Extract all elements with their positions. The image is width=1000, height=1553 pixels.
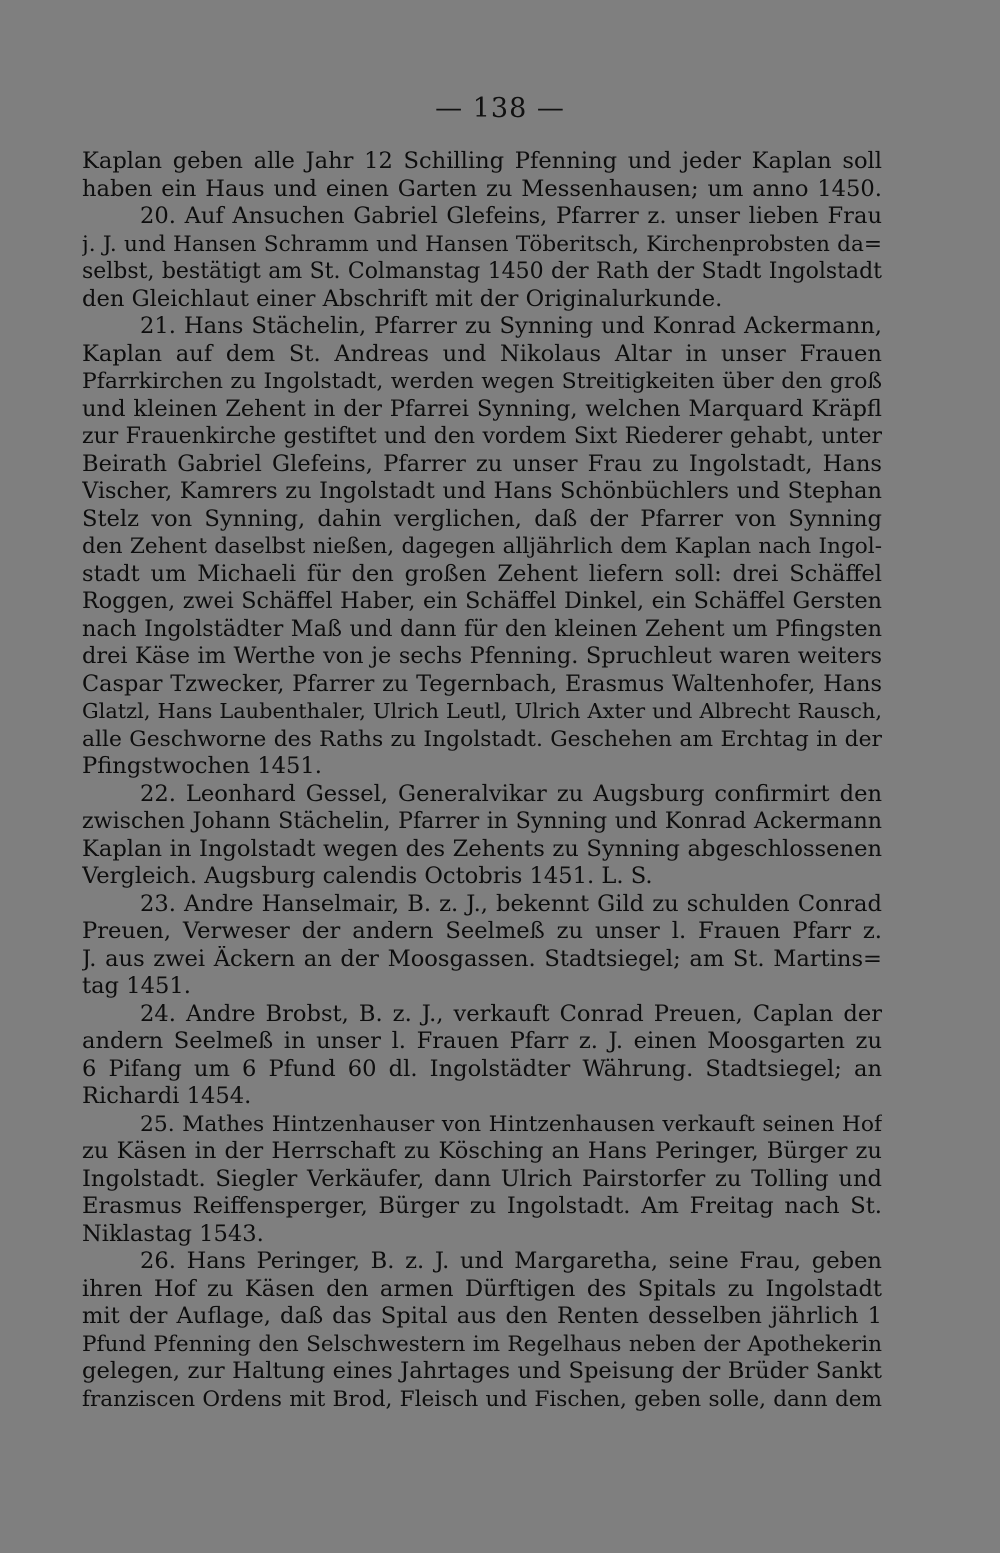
text-line: Glatzl, Hans Laubenthaler, Ulrich Leutl, Ulrich Axter und Albrecht Rausch, [82,699,882,723]
text-line: selbst, bestätigt am St. Colmanstag 1450 der Rath der Stadt Ingolstadt [82,259,882,284]
text-line: 20. Auf Ansuchen Gabriel Glefeins, Pfarrer z. unser lieben Frau [140,203,882,229]
text-line: drei Käse im Werthe von je sechs Pfenning. Spruchleut waren weiters [82,643,882,669]
text-line: haben ein Haus und einen Garten zu Messenhausen; um anno 1450. [82,175,882,202]
text-line: Vischer, Kamrers zu Ingolstadt und Hans Schönbüchlers und Stephan [82,478,882,504]
text-line: Caspar Tzwecker, Pfarrer zu Tegernbach, Erasmus Waltenhofer, Hans [82,670,882,697]
text-line: stadt um Michaeli für den großen Zehent liefern soll: drei Schäffel [82,560,882,587]
text-line: J. aus zwei Äckern an der Moosgassen. Stadtsiegel; am St. Martins= [82,945,882,972]
text-line: Preuen, Verweser der andern Seelmeß zu unser l. Frauen Pfarr z. [82,918,882,944]
text-line: Pfingstwochen 1451. [82,753,322,779]
text-line: Vergleich. Augsburg calendis Octobris 1451. L. S. [82,863,653,889]
text-line: Kaplan in Ingolstadt wegen des Zehents zu Synning abgeschlossenen [82,835,882,862]
text-line: zwischen Johann Stächelin, Pfarrer in Synning und Konrad Ackermann [82,808,882,834]
text-line: 26. Hans Peringer, B. z. J. und Margaretha, seine Frau, geben [140,1248,882,1274]
text-line: und kleinen Zehent in der Pfarrei Synning, welchen Marquard Kräpfl [82,395,882,422]
text-line: Pfarrkirchen zu Ingolstadt, werden wegen Streitigkeiten über den groß [82,369,882,394]
text-line: 22. Leonhard Gessel, Generalvikar zu Augsburg confirmirt den [140,780,882,807]
text-line: Roggen, zwei Schäffel Haber, ein Schäffel Dinkel, ein Schäffel Gersten [82,588,882,614]
text-line: Kaplan geben alle Jahr 12 Schilling Pfenning und jeder Kaplan soll [82,148,882,174]
text-line: ihren Hof zu Käsen den armen Dürftigen des Spitals zu Ingolstadt [82,1275,882,1302]
text-line: andern Seelmeß in unser l. Frauen Pfarr z. J. einen Moosgarten zu [82,1028,882,1054]
text-line: Stelz von Synning, dahin verglichen, daß der Pfarrer von Synning [82,505,882,532]
text-line: j. J. und Hansen Schramm und Hansen Töberitsch, Kirchenprobsten da= [82,231,882,257]
text-line: 23. Andre Hanselmair, B. z. J., bekennt Gild zu schulden Conrad [140,890,882,917]
page-number: — 138 — [435,93,565,124]
body-text [82,148,882,1413]
text-line: 25. Mathes Hintzenhauser von Hintzenhausen verkauft seinen Hof [140,1111,882,1137]
text-line: 21. Hans Stächelin, Pfarrer zu Synning und Konrad Ackermann, [140,313,882,339]
text-line: 6 Pifang um 6 Pfund 60 dl. Ingolstädter Währung. Stadtsiegel; an [82,1055,882,1082]
text-line: mit der Auflage, daß das Spital aus den Renten desselben jährlich 1 [82,1303,882,1329]
text-line: franziscen Ordens mit Brod, Fleisch und Fischen, geben solle, dann dem [82,1386,882,1412]
text-line: Richardi 1454. [82,1083,252,1109]
text-line: den Zehent daselbst nießen, dagegen alljährlich dem Kaplan nach Ingol- [82,534,882,559]
text-line: Niklastag 1543. [82,1220,264,1247]
text-line: Kaplan auf dem St. Andreas und Nikolaus Altar in unser Frauen [82,340,882,367]
text-line: alle Geschworne des Raths zu Ingolstadt. Geschehen am Erchtag in der [82,726,882,752]
text-line: zu Käsen in der Herrschaft zu Kösching an Hans Peringer, Bürger zu [82,1138,882,1164]
text-line: Ingolstadt. Siegler Verkäufer, dann Ulrich Pairstorfer zu Tolling und [82,1165,882,1192]
text-line: nach Ingolstädter Maß und dann für den kleinen Zehent um Pfingsten [82,615,882,642]
text-line: Pfund Pfenning den Selschwestern im Regelhaus neben der Apothekerin [82,1331,882,1357]
text-line: den Gleichlaut einer Abschrift mit der Originalurkunde. [82,285,723,312]
text-line: gelegen, zur Haltung eines Jahrtages und Speisung der Brüder Sankt [82,1358,882,1384]
text-line: tag 1451. [82,973,191,999]
text-line: Beirath Gabriel Glefeins, Pfarrer zu unser Frau zu Ingolstadt, Hans [82,450,882,477]
text-line: Erasmus Reiffensperger, Bürger zu Ingolstadt. Am Freitag nach St. [82,1193,882,1219]
text-line: 24. Andre Brobst, B. z. J., verkauft Conrad Preuen, Caplan der [140,1000,882,1027]
text-line: zur Frauenkirche gestiftet und den vordem Sixt Riederer gehabt, unter [82,424,882,449]
